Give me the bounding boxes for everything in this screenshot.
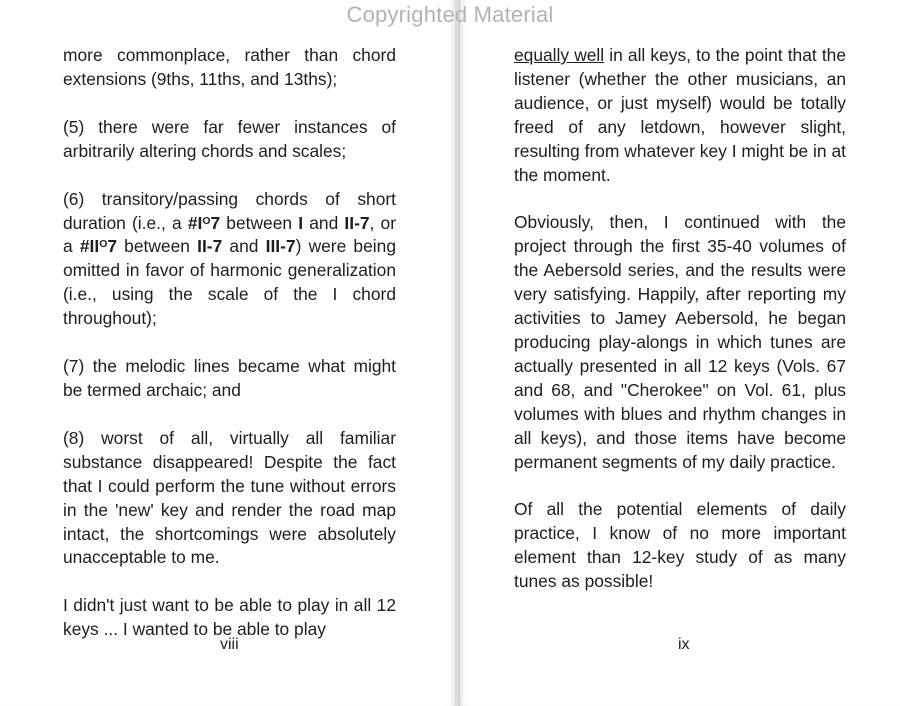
chord-symbol: I <box>298 212 304 233</box>
page-number: viii <box>220 636 239 653</box>
text-run: and <box>303 212 345 233</box>
paragraph <box>514 44 846 187</box>
chord-symbol: II-7 <box>344 212 370 233</box>
text-run: and <box>222 236 266 257</box>
diminished-symbol: O <box>202 215 211 227</box>
paragraph: more commonplace, rather than chord extensions (9ths, 11ths, and 13ths); <box>63 45 396 89</box>
right-page-text <box>514 44 846 594</box>
chord-symbol: II-7 <box>197 236 223 257</box>
chord-number: 7 <box>107 236 117 257</box>
chord-symbol <box>80 236 117 256</box>
text-run: between <box>117 236 198 257</box>
text-run: in all keys, to the point that the listener (whether the other musicians, an audience, or just myself) would be totally freed of any letdown, however slight, resulting from whatever key I might be in at the moment. <box>514 45 847 185</box>
text-run: ) were being omitted in favor of harmonic generalization (i.e., using the scale of the I chord throughout); <box>63 236 396 329</box>
chord-number: 7 <box>210 212 221 233</box>
paragraph: Of all the potential elements of daily practice, I know of no more important element than 12-key study of as many tunes as possible! <box>514 499 846 592</box>
page-number: ix <box>678 636 690 653</box>
chord-symbol <box>188 213 220 233</box>
right-page <box>459 0 900 706</box>
chord-root: #I <box>187 212 203 233</box>
paragraph: (7) the melodic lines became what might be termed archaic; and <box>63 356 396 400</box>
text-run: , or a <box>63 212 396 257</box>
chord-root: #II <box>79 236 100 257</box>
paragraph: (5) there were far fewer instances of arbitrarily altering chords and scales; <box>63 116 396 161</box>
paragraph: I didn't just want to be able to play in all 12 keys ... I wanted to be able to play <box>63 595 396 640</box>
diminished-symbol: O <box>99 239 108 251</box>
paragraph: Obviously, then, I continued with the project through the first 35-40 volumes of the Aebersold series, and the results were very satisfying. Happily, after reporting my activities to Jamey Aebersold, he began producing play-alongs in which tunes are actually presented in all 12 keys (Vols. 67 and 68, and "Cherokee" on Vol. 61, plus volumes with blues and rhythm changes in all keys), and those items have become permanent segments of my daily practice. <box>514 212 846 472</box>
text-run: between <box>220 212 299 233</box>
underlined-text: equally well <box>514 45 605 65</box>
paragraph: (8) worst of all, virtually all familiar substance disappeared! Despite the fact that I could perform the tune without errors in the 'new' key and render the road map intact, the shortcomings were absolutely unacceptable to me. <box>63 427 396 568</box>
chord-symbol: III-7 <box>265 236 296 257</box>
text-run: (6) transitory/passing chords of short duration (i.e., a <box>63 188 396 233</box>
copyright-watermark: Copyrighted Material <box>346 2 554 27</box>
paragraph <box>63 188 396 331</box>
left-page-text <box>63 44 396 642</box>
